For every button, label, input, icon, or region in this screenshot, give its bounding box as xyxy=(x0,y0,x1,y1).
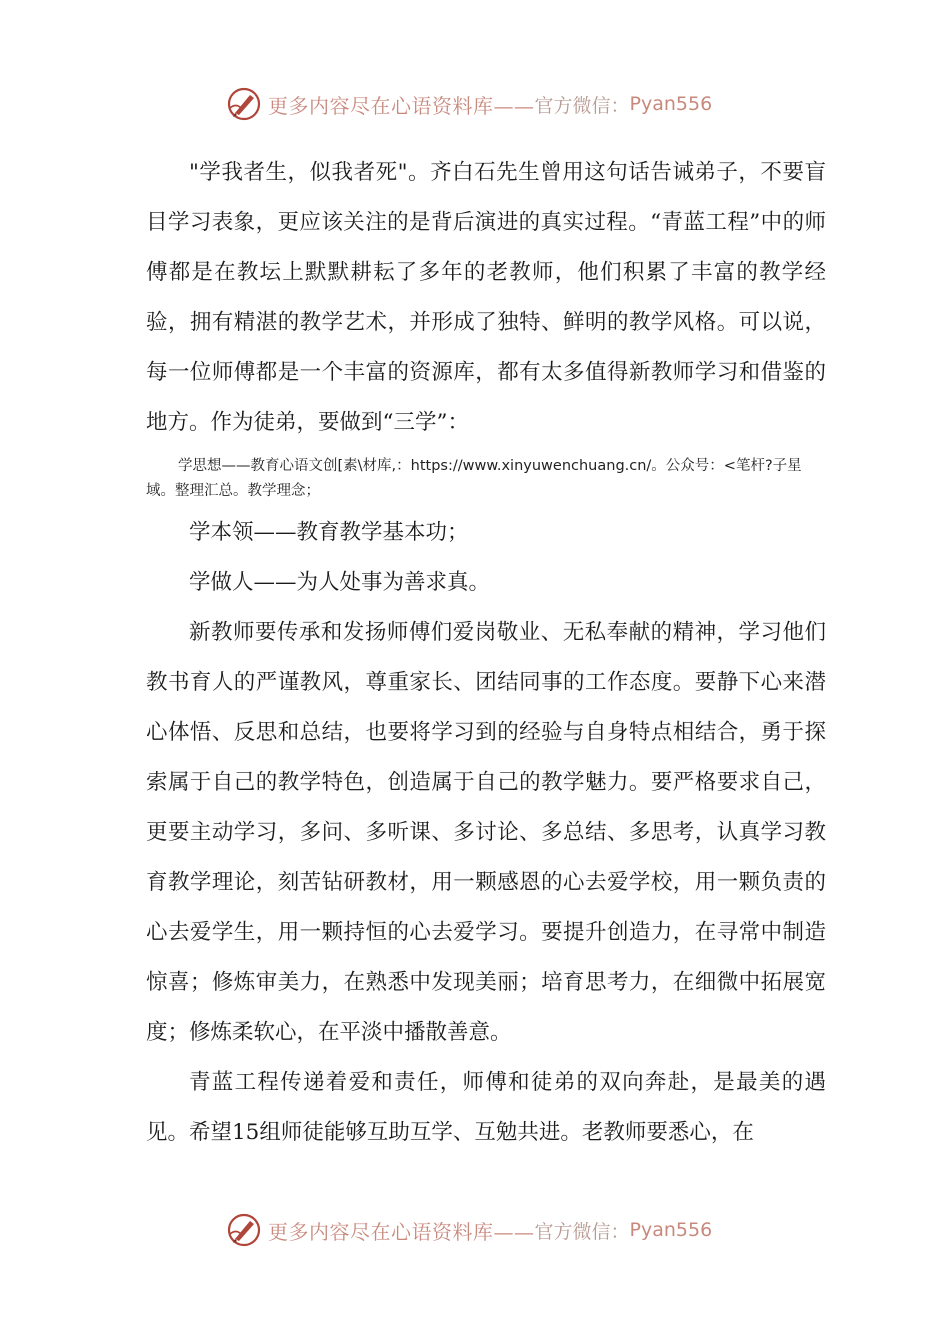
paragraph-2: 新教师要传承和发扬师傅们爱岗敬业、无私奉献的精神，学习他们教书育人的严谨教风，尊重家长、团结同事的工作态度。要静下心来潜心体悟、反思和总结，也要将学习到的经验与自身特点相结合，勇于探索属于自己的教学特色，创造属于自己的教学魅力。要严格要求自己，更要主动学习，多问、多听课、多讨论、多总结、多思考，认真学习教育教学理论，刻苦钻研教材，用一颗感恩的心去爱学校，用一颗负责的心去爱学生，用一颗持恒的心去爱学习。要提升创造力，在寻常中制造惊喜；修炼审美力，在熟悉中发现美丽；培育思考力，在细微中拓展宽度；修炼柔软心，在平淡中播散善意。 xyxy=(146,620,826,1045)
list-item-1: 学本领——教育教学基本功； xyxy=(189,520,469,545)
wechat-id: Pyan556 xyxy=(629,1219,713,1241)
paragraph-3: 青蓝工程传递着爱和责任，师傅和徒弟的双向奔赴，是最美的遇见。希望15组师徒能够互助互学、互勉共进。老教师要悉心，在 xyxy=(146,1070,826,1145)
wechat-id: Pyan556 xyxy=(629,93,713,115)
banner-text: 更多内容尽在心语资料库—— xyxy=(268,93,535,118)
header-banner xyxy=(226,84,726,124)
list-item-2: 学做人——为人处事为善求真。 xyxy=(189,570,491,595)
paragraph-1: "学我者生，似我者死"。齐白石先生曾用这句话告诫弟子，不要盲目学习表象，更应该关注的是背后演进的真实过程。“青蓝工程”中的师傅都是在教坛上默默耕耘了多年的老教师，他们积累了丰富的教学经验，拥有精湛的教学艺术，并形成了独特、鲜明的教学风格。可以说，每一位师傅都是一个丰富的资源库，都有太多值得新教师学习和借鉴的地方。作为徒弟，要做到“三学”： xyxy=(146,160,826,435)
document-body xyxy=(146,148,826,1158)
footer-banner xyxy=(226,1210,726,1250)
pen-logo-icon xyxy=(226,86,262,122)
banner-text: 更多内容尽在心语资料库—— xyxy=(268,1219,535,1244)
source-note: 学思想——教育心语文创[素\材库,：https://www.xinyuwenchuang.cn/。公众号：<笔杆?子星域。整理汇总。教学理念； xyxy=(146,458,802,499)
wechat-label: 官方微信： xyxy=(534,1220,630,1243)
wechat-label: 官方微信： xyxy=(534,94,630,117)
pen-logo-icon xyxy=(226,1212,262,1248)
